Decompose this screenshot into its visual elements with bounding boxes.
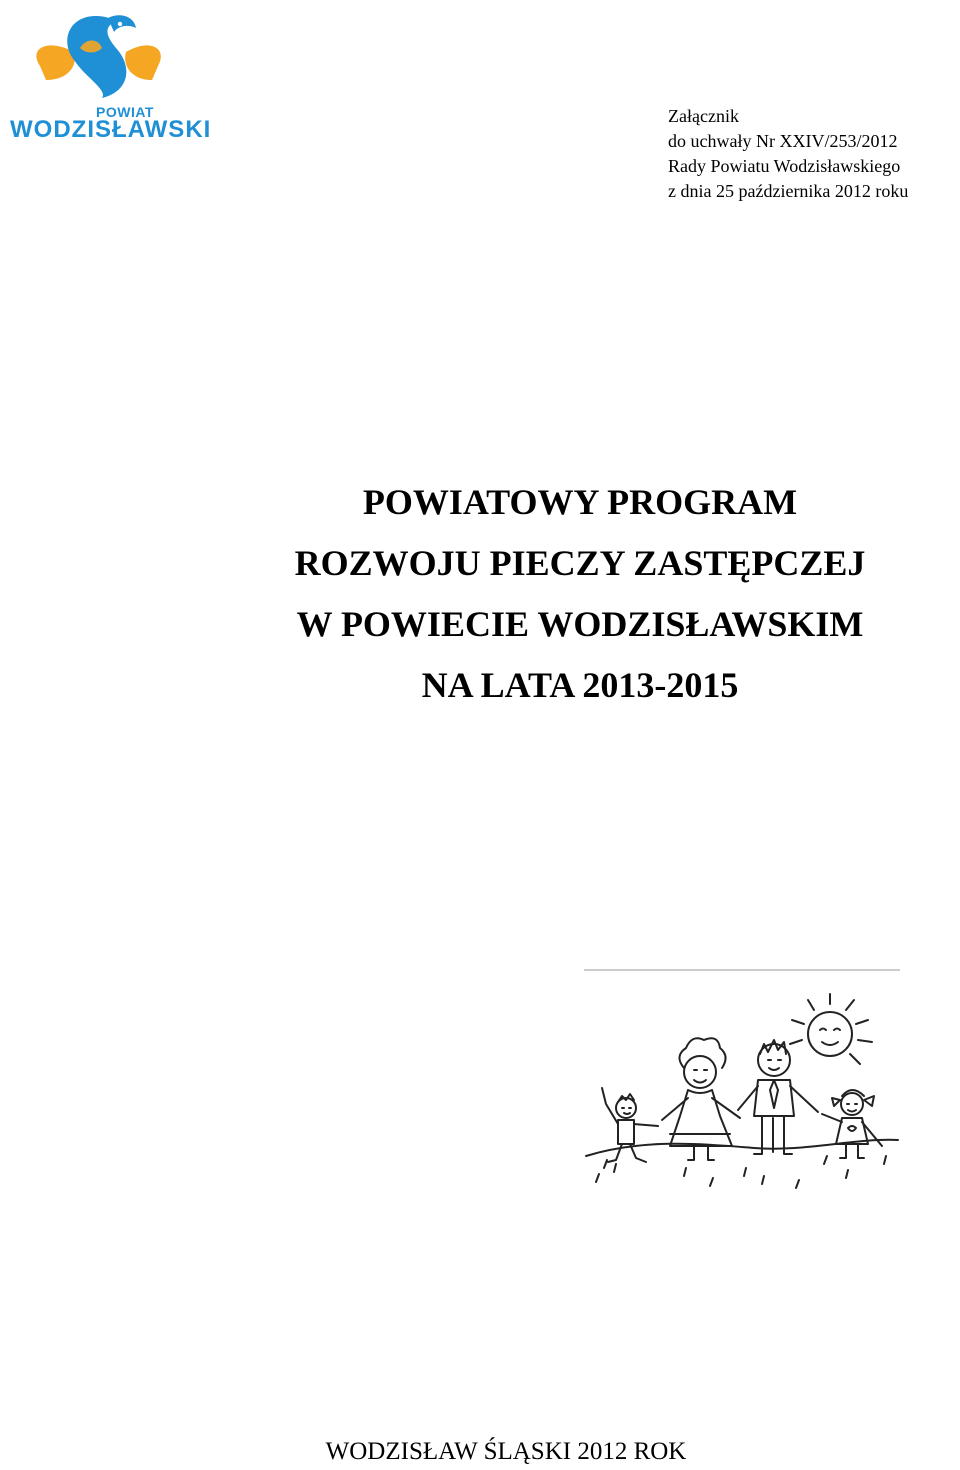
child-boy-figure <box>602 1088 658 1162</box>
family-drawing-image <box>584 968 900 1200</box>
ground-line <box>586 1140 898 1156</box>
annex-line: Załącznik <box>668 106 739 126</box>
title-line: W POWIECIE WODZISŁAWSKIM <box>296 604 864 644</box>
father-figure <box>738 1040 818 1154</box>
document-title <box>200 472 960 716</box>
sun-icon <box>790 994 872 1064</box>
child-girl-figure <box>822 1090 882 1158</box>
annex-line: do uchwały Nr XXIV/253/2012 <box>668 131 898 151</box>
logo-emblem-icon <box>8 8 193 108</box>
title-line: ROZWOJU PIECZY ZASTĘPCZEJ <box>294 543 866 583</box>
powiat-logo <box>8 8 212 143</box>
annex-line: Rady Powiatu Wodzisławskiego <box>668 156 901 176</box>
mother-figure <box>662 1038 740 1160</box>
footer-place-year: WODZISŁAW ŚLĄSKI 2012 ROK <box>325 1438 687 1465</box>
title-line: NA LATA 2013-2015 <box>421 665 739 705</box>
annex-header <box>668 104 908 204</box>
logo-text-wodzislawski: WODZISŁAWSKI <box>10 116 212 143</box>
logo-text-powiat: POWIAT <box>96 104 154 120</box>
title-line: POWIATOWY PROGRAM <box>362 482 798 522</box>
annex-line: z dnia 25 października 2012 roku <box>668 181 909 201</box>
